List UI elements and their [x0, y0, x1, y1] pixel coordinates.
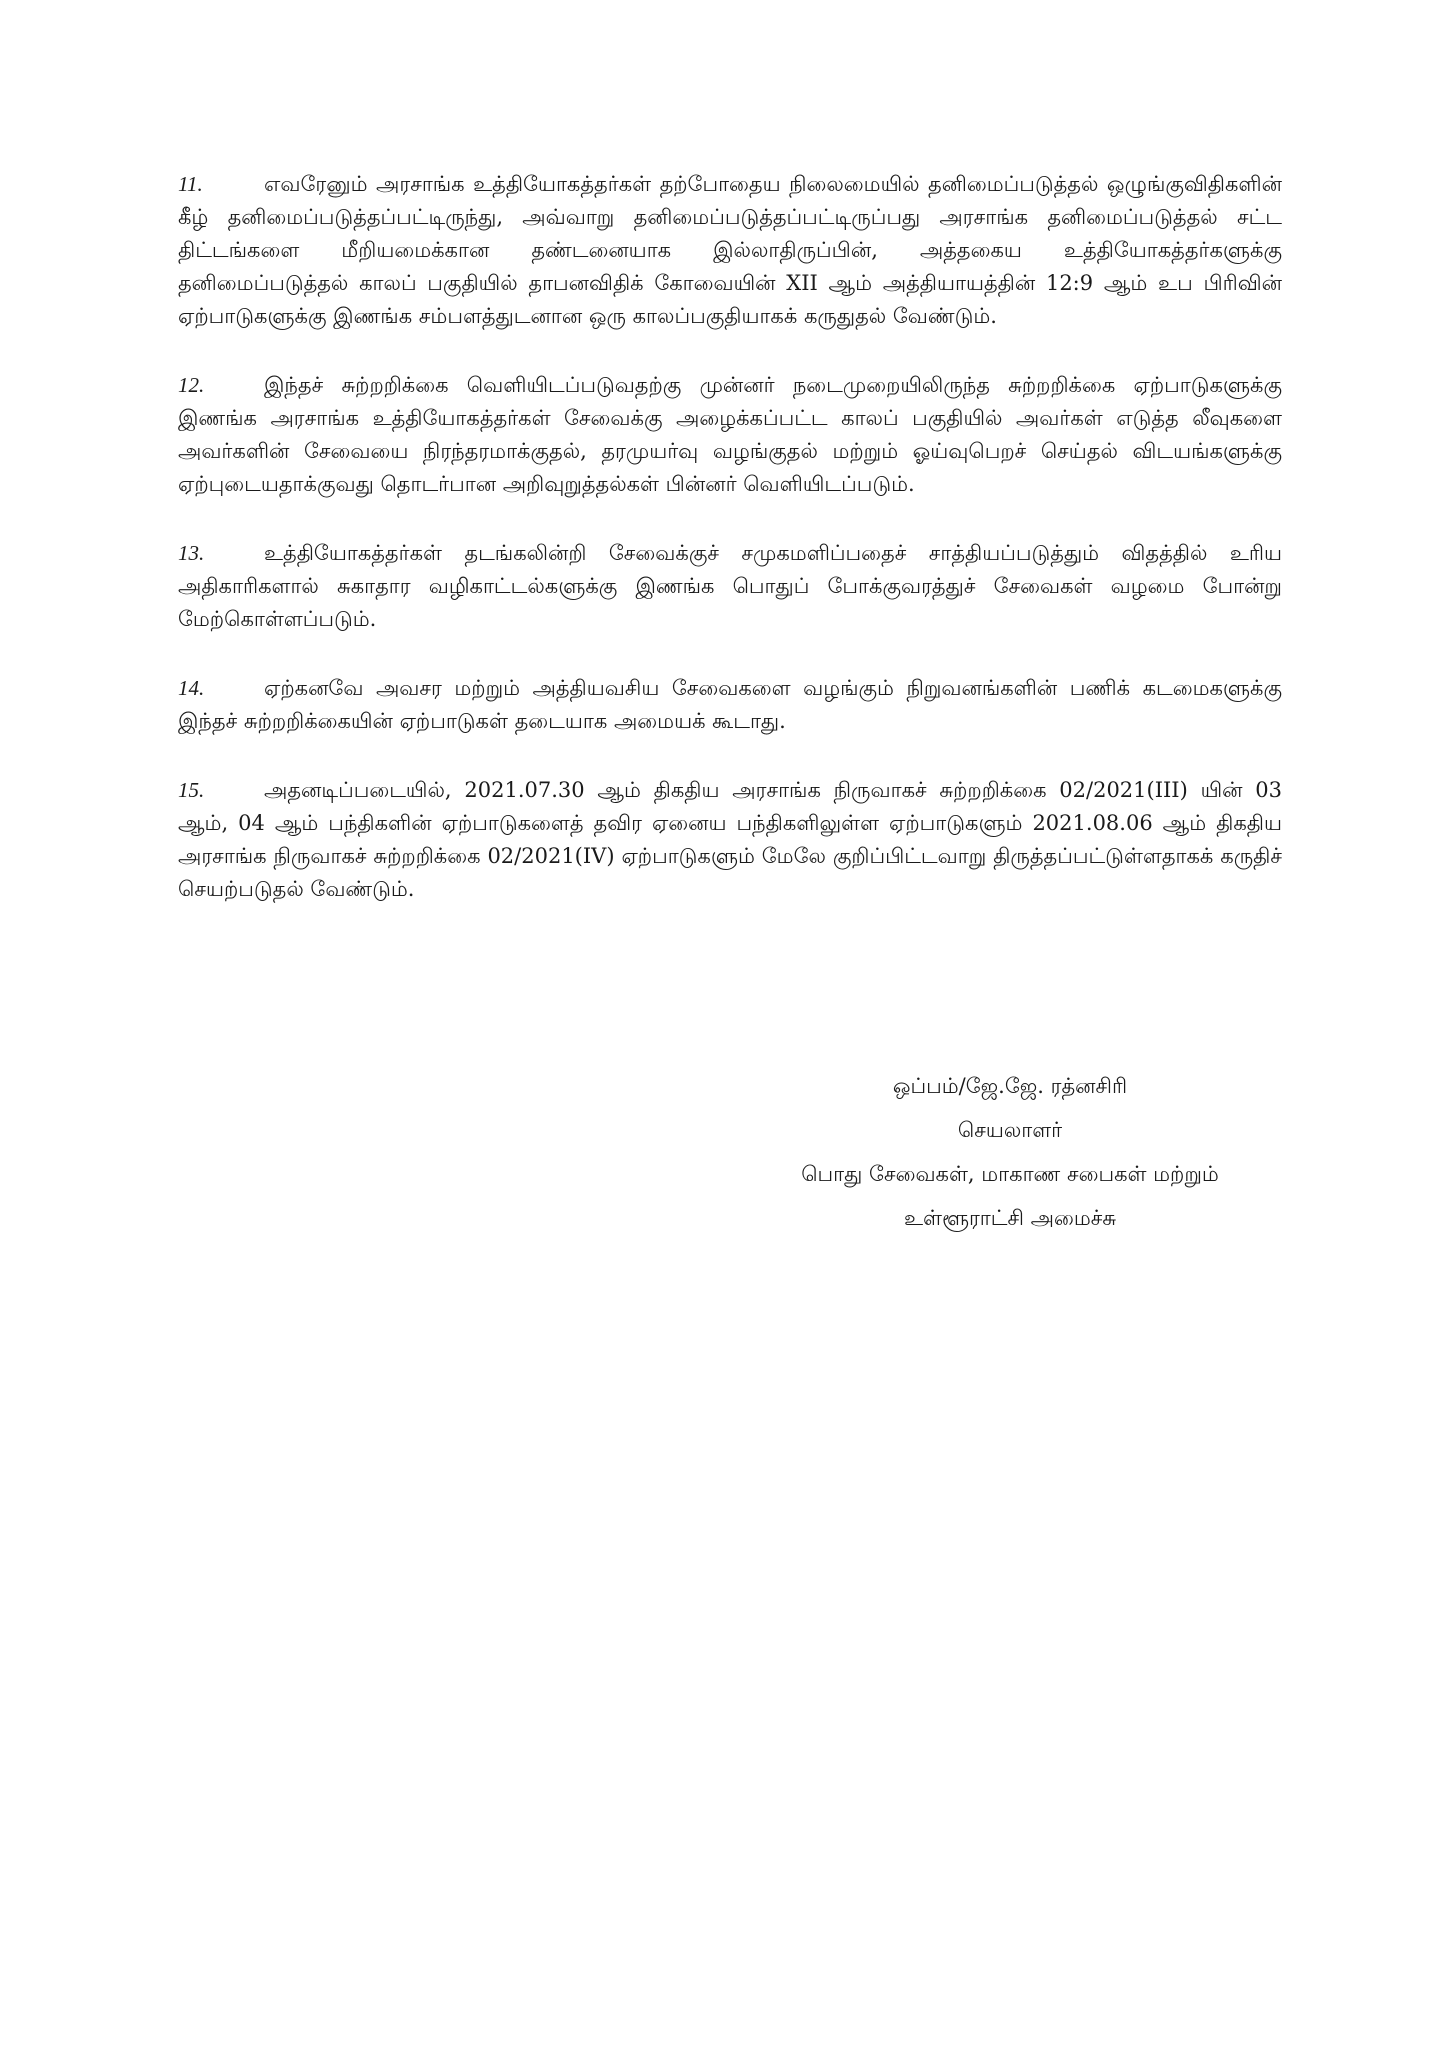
paragraph-text: ஏற்கனவே அவசர மற்றும் அத்தியவசிய சேவைகளை வழங்கும் நிறுவனங்களின் பணிக் கடமைகளுக்கு இந்தச் சுற்றறிக்கையின் ஏற்பாடுகள் தடையாக அமையக் கூடாது.: [178, 676, 1282, 733]
paragraph-12: [178, 369, 1282, 501]
document-body: [178, 168, 1282, 942]
ministry-name-line-1: பொது சேவைகள், மாகாண சபைகள் மற்றும்: [801, 1162, 1219, 1186]
paragraph-text: அதனடிப்படையில், 2021.07.30 ஆம் திகதிய அரசாங்க நிருவாகச் சுற்றறிக்கை 02/2021(III) யின் 03 ஆம், 04 ஆம் பந்திகளின் ஏற்பாடுகளைத் தவிர ஏனைய பந்திகளிலுள்ள ஏற்பாடுகளும் 2021.08.06 ஆம் திகதிய அரசாங்க நிருவாகச் சுற்றறிக்கை 02/2021(IV) ஏற்பாடுகளும் மேலே குறிப்பிட்டவாறு திருத்தப்பட்டுள்ளதாகக் கருதிச் செயற்படுதல் வேண்டும்.: [178, 778, 1282, 901]
paragraph-11: [178, 168, 1282, 333]
paragraph-13: [178, 537, 1282, 636]
paragraph-number: 12.: [178, 373, 205, 397]
signatory-title: செயலாளர்: [957, 1118, 1063, 1142]
paragraph-number: 13.: [178, 541, 205, 565]
paragraph-text: உத்தியோகத்தர்கள் தடங்கலின்றி சேவைக்குச் சமுகமளிப்பதைச் சாத்தியப்படுத்தும் விதத்தில் உரிய அதிகாரிகளால் சுகாதார வழிகாட்டல்களுக்கு இணங்க பொதுப் போக்குவரத்துச் சேவைகள் வழமை போன்று மேற்கொள்ளப்படும்.: [178, 541, 1282, 631]
paragraph-number: 14.: [178, 676, 205, 700]
paragraph-number: 11.: [178, 172, 203, 196]
paragraph-text: இந்தச் சுற்றறிக்கை வெளியிடப்படுவதற்கு முன்னர் நடைமுறையிலிருந்த சுற்றறிக்கை ஏற்பாடுகளுக்கு இணங்க அரசாங்க உத்தியோகத்தர்கள் சேவைக்கு அழைக்கப்பட்ட காலப் பகுதியில் அவர்கள் எடுத்த லீவுகளை அவர்களின் சேவையை நிரந்தரமாக்குதல், தரமுயர்வு வழங்குதல் மற்றும் ஓய்வுபெறச் செய்தல் விடயங்களுக்கு ஏற்புடையதாக்குவது தொடர்பான அறிவுறுத்தல்கள் பின்னர் வெளியிடப்படும்.: [178, 373, 1282, 496]
paragraph-number: 15.: [178, 778, 205, 802]
paragraph-text: எவரேனும் அரசாங்க உத்தியோகத்தர்கள் தற்போதைய நிலைமையில் தனிமைப்படுத்தல் ஒழுங்குவிதிகளின் கீழ் தனிமைப்படுத்தப்பட்டிருந்து, அவ்வாறு தனிமைப்படுத்தப்பட்டிருப்பது அரசாங்க தனிமைப்படுத்தல் சட்ட திட்டங்களை மீறியமைக்கான தண்டனையாக இல்லாதிருப்பின், அத்தகைய உத்தியோகத்தர்களுக்கு தனிமைப்படுத்தல் காலப் பகுதியில் தாபனவிதிக் கோவையின் XII ஆம் அத்தியாயத்தின் 12:9 ஆம் உப பிரிவின் ஏற்பாடுகளுக்கு இணங்க சம்பளத்துடனான ஒரு காலப்பகுதியாகக் கருதுதல் வேண்டும்.: [178, 172, 1282, 328]
paragraph-15: [178, 774, 1282, 906]
signature-block: [700, 1064, 1320, 1240]
ministry-name-line-2: உள்ளூராட்சி அமைச்சு: [903, 1206, 1117, 1230]
paragraph-14: [178, 672, 1282, 738]
signed-by: ஒப்பம்/ஜே.ஜே. ரத்னசிரி: [892, 1074, 1128, 1098]
